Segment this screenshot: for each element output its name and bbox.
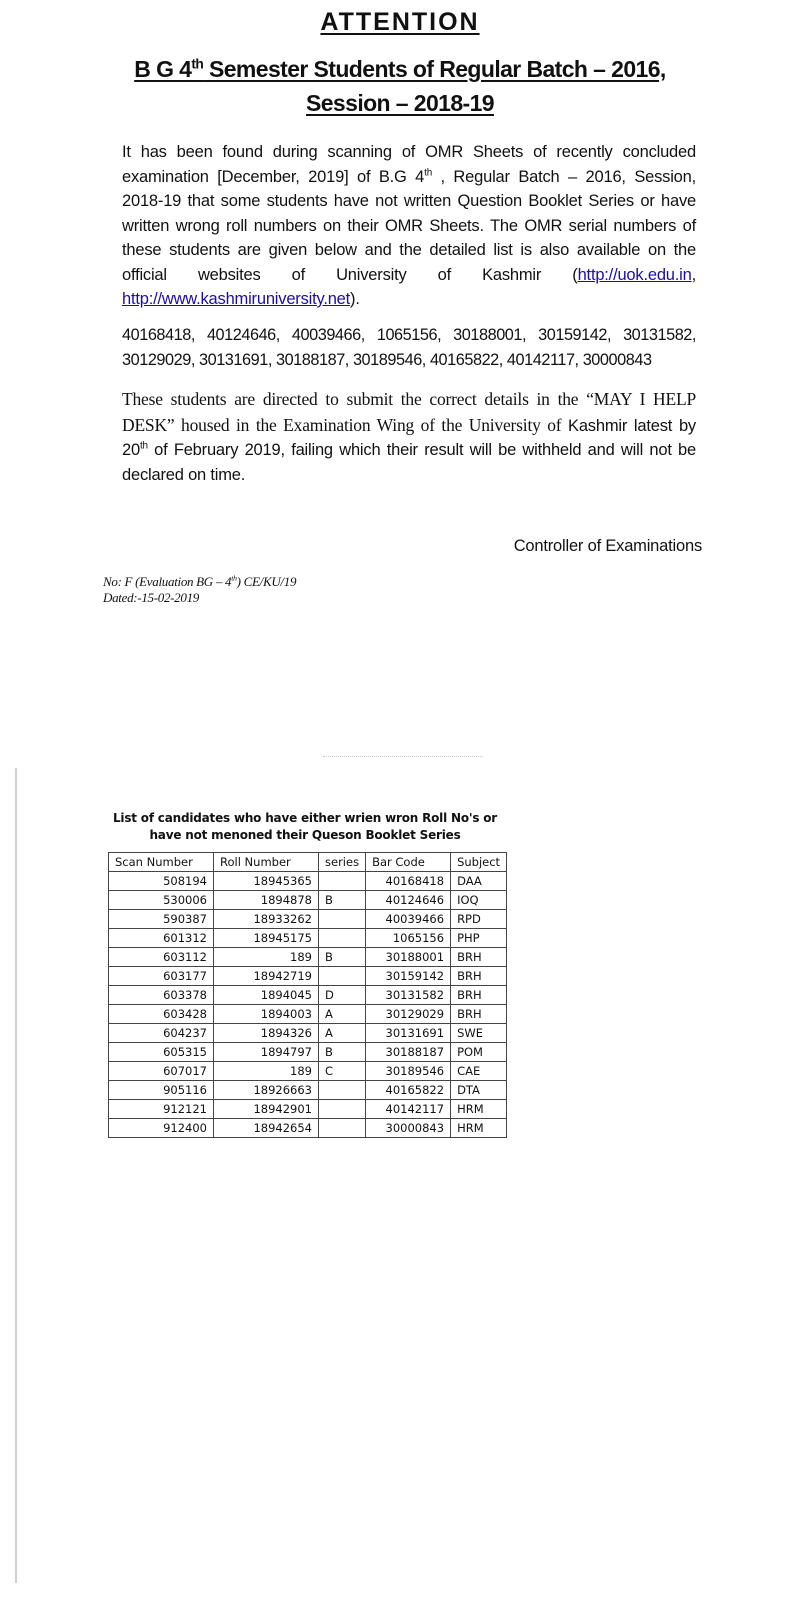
cell-bar-code: 40142117 [366, 1100, 451, 1119]
cell-series [319, 929, 366, 948]
table-row [109, 891, 507, 910]
cell-subject: IOQ [451, 891, 507, 910]
cell-roll-number: 1894045 [214, 986, 319, 1005]
cell-subject: PHP [451, 929, 507, 948]
cell-roll-number: 1894797 [214, 1043, 319, 1062]
cell-subject: POM [451, 1043, 507, 1062]
cell-roll-number: 18942901 [214, 1100, 319, 1119]
cell-subject: CAE [451, 1062, 507, 1081]
notice-heading: ATTENTION [320, 8, 480, 36]
cell-roll-number: 1894003 [214, 1005, 319, 1024]
cell-scan-number: 912400 [109, 1119, 214, 1138]
table-row [109, 986, 507, 1005]
cell-scan-number: 604237 [109, 1024, 214, 1043]
cell-bar-code: 40165822 [366, 1081, 451, 1100]
cell-bar-code: 40124646 [366, 891, 451, 910]
cell-subject: BRH [451, 1005, 507, 1024]
cell-scan-number: 601312 [109, 929, 214, 948]
reference-number: No: F (Evaluation BG – 4th) CE/KU/19 Dated:-15-02-2019 [103, 573, 297, 605]
cell-bar-code: 30129029 [366, 1005, 451, 1024]
cell-subject: DAA [451, 872, 507, 891]
cell-series: A [319, 1024, 366, 1043]
cell-scan-number: 603428 [109, 1005, 214, 1024]
cell-bar-code: 1065156 [366, 929, 451, 948]
cell-roll-number: 1894326 [214, 1024, 319, 1043]
header-roll-number: Roll Number [214, 853, 319, 872]
notice-paragraph-directive: These students are directed to submit the correct details in the “MAY I HELP DESK” housed in the Examination Wing of the University of Kashmir latest by 20th of February 2019, failing which their result will be withheld and will not be declared on time. [122, 389, 696, 484]
candidate-list-title: List of candidates who have either wrien wron Roll No's or have not menoned their Queson Booklet Series [112, 811, 498, 842]
omr-serial-numbers: 40168418, 40124646, 40039466, 1065156, 30188001, 30159142, 30131582, 30129029, 30131691, 30188187, 30189546, 40165822, 40142117, 30000843 [122, 326, 696, 369]
table-row [109, 967, 507, 986]
cell-roll-number: 18942719 [214, 967, 319, 986]
cell-series [319, 872, 366, 891]
cell-subject: HRM [451, 1119, 507, 1138]
cell-series: D [319, 986, 366, 1005]
cell-series [319, 910, 366, 929]
table-row [109, 948, 507, 967]
header-scan-number: Scan Number [109, 853, 214, 872]
cell-series [319, 1100, 366, 1119]
header-subject: Subject [451, 853, 507, 872]
cell-scan-number: 603177 [109, 967, 214, 986]
cell-subject: RPD [451, 910, 507, 929]
signatory: Controller of Examinations [513, 537, 702, 555]
cell-roll-number: 18945365 [214, 872, 319, 891]
cell-scan-number: 508194 [109, 872, 214, 891]
header-bar-code: Bar Code [366, 853, 451, 872]
notice-subtitle: B G 4th Semester Students of Regular Batch – 2016, Session – 2018-19 [134, 56, 666, 116]
cell-subject: DTA [451, 1081, 507, 1100]
table-header-row [109, 853, 507, 872]
cell-bar-code: 30131691 [366, 1024, 451, 1043]
faint-header-remnant [323, 756, 483, 760]
notice-page [0, 0, 800, 740]
cell-subject: BRH [451, 948, 507, 967]
cell-series: C [319, 1062, 366, 1081]
table-row [109, 929, 507, 948]
table-row [109, 1062, 507, 1081]
cell-roll-number: 189 [214, 948, 319, 967]
table-row [109, 910, 507, 929]
cell-scan-number: 905116 [109, 1081, 214, 1100]
table-row [109, 1005, 507, 1024]
table-row [109, 1024, 507, 1043]
cell-series [319, 1119, 366, 1138]
cell-series: B [319, 1043, 366, 1062]
cell-roll-number: 18942654 [214, 1119, 319, 1138]
page-edge-divider [15, 768, 17, 1583]
cell-roll-number: 189 [214, 1062, 319, 1081]
cell-scan-number: 605315 [109, 1043, 214, 1062]
cell-bar-code: 30189546 [366, 1062, 451, 1081]
cell-subject: BRH [451, 967, 507, 986]
cell-scan-number: 603112 [109, 948, 214, 967]
table-row [109, 1081, 507, 1100]
cell-subject: HRM [451, 1100, 507, 1119]
cell-roll-number: 18933262 [214, 910, 319, 929]
cell-series: B [319, 948, 366, 967]
table-row [109, 1119, 507, 1138]
cell-series: B [319, 891, 366, 910]
cell-roll-number: 1894878 [214, 891, 319, 910]
table-row [109, 1100, 507, 1119]
cell-bar-code: 30188187 [366, 1043, 451, 1062]
header-series: series [319, 853, 366, 872]
cell-bar-code: 30188001 [366, 948, 451, 967]
cell-bar-code: 30131582 [366, 986, 451, 1005]
cell-series [319, 1081, 366, 1100]
cell-scan-number: 912121 [109, 1100, 214, 1119]
cell-roll-number: 18926663 [214, 1081, 319, 1100]
cell-scan-number: 530006 [109, 891, 214, 910]
cell-series [319, 967, 366, 986]
cell-bar-code: 40168418 [366, 872, 451, 891]
cell-bar-code: 30000843 [366, 1119, 451, 1138]
cell-scan-number: 590387 [109, 910, 214, 929]
cell-roll-number: 18945175 [214, 929, 319, 948]
cell-bar-code: 30159142 [366, 967, 451, 986]
cell-subject: BRH [451, 986, 507, 1005]
kashmir-university-website-link[interactable]: http://www.kashmiruniversity.net [122, 290, 351, 308]
table-row [109, 1043, 507, 1062]
dated: Dated:-15-02-2019 [103, 590, 199, 605]
cell-bar-code: 40039466 [366, 910, 451, 929]
uok-website-link[interactable]: http://uok.edu.in [577, 265, 692, 284]
cell-scan-number: 607017 [109, 1062, 214, 1081]
candidate-table [108, 852, 507, 1138]
notice-paragraph-intro: It has been found during scanning of OMR Sheets of recently concluded examination [December, 2019] of B.G 4th , Regular Batch – 2016, Session, 2018-19 that some students have not written Question Booklet Series or have written wrong roll numbers on their OMR Sheets. The OMR serial numbers of these students are given below and the detailed list is also available on the official websites of University of Kashmir (http://uok.edu.in, http://www.kashmiruniversity.net). [122, 143, 697, 308]
cell-subject: SWE [451, 1024, 507, 1043]
cell-series: A [319, 1005, 366, 1024]
cell-scan-number: 603378 [109, 986, 214, 1005]
candidate-table-body [109, 872, 507, 1138]
table-row [109, 872, 507, 891]
